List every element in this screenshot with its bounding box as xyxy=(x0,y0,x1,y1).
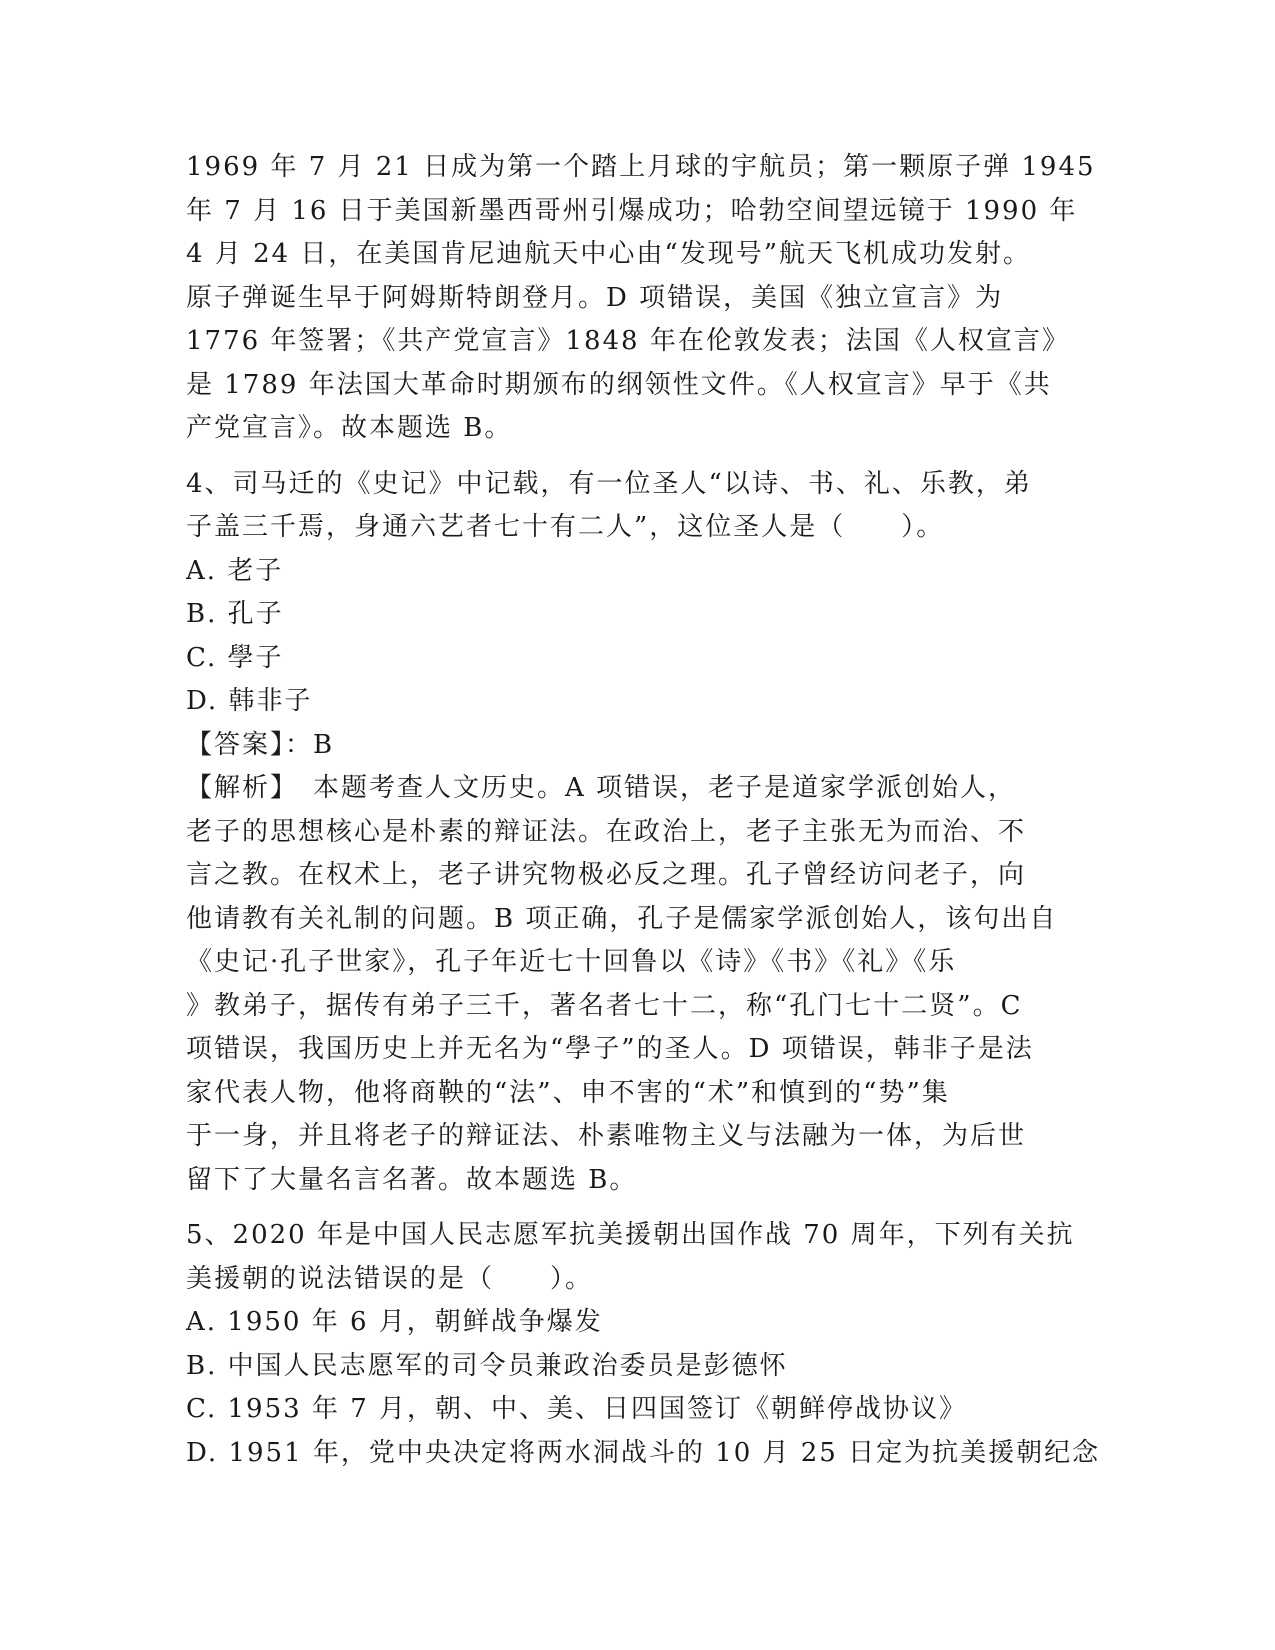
document-page xyxy=(186,146,1101,1475)
option-b: B. 中国人民志愿军的司令员兼政治委员是彭德怀 xyxy=(186,1350,788,1381)
analysis-line: 留下了大量名言名著。故本题选 B。 xyxy=(186,1164,638,1195)
analysis-line: 家代表人物，他将商鞅的“法”、申不害的“术”和慎到的“势”集 xyxy=(186,1077,950,1108)
explanation-line: 是 1789 年法国大革命时期颁布的纲领性文件。《人权宣言》早于《共 xyxy=(186,369,1052,400)
analysis-line: 老子的思想核心是朴素的辩证法。在政治上，老子主张无为而治、不 xyxy=(186,816,1027,847)
analysis-line: 他请教有关礼制的问题。B 项正确，孔子是儒家学派创始人，该句出自 xyxy=(186,903,1058,934)
explanation-line: 1776 年签署；《共产党宣言》1848 年在伦敦发表；法国《人权宣言》 xyxy=(186,326,1070,356)
question-stem-line: 美援朝的说法错误的是（ ）。 xyxy=(186,1263,594,1294)
question-stem-line: 5、2020 年是中国人民志愿军抗美援朝出国作战 70 周年，下列有关抗 xyxy=(186,1220,1075,1250)
option-d: D. 1951 年，党中央决定将两水洞战斗的 10 月 25 日定为抗美援朝纪念 xyxy=(186,1437,1101,1468)
option-a: A. 1950 年 6 月，朝鲜战争爆发 xyxy=(186,1307,603,1337)
question-4 xyxy=(186,463,1066,1203)
analysis-line: 《史记·孔子世家》，孔子年近七十回鲁以《诗》《书》《礼》《乐 xyxy=(186,947,957,977)
question-5 xyxy=(186,1214,1101,1475)
analysis-line: 言之教。在权术上，老子讲究物极必反之理。孔子曾经访问老子，向 xyxy=(186,860,1027,890)
analysis-line: 》教弟子，据传有弟子三千，著名者七十二，称“孔门七十二贤”。C xyxy=(186,990,1023,1021)
explanation-line: 年 7 月 16 日于美国新墨西哥州引爆成功；哈勃空间望远镜于 1990 年 xyxy=(186,195,1078,226)
option-c: C. 1953 年 7 月，朝、中、美、日四国签订《朝鲜停战协议》 xyxy=(186,1394,968,1424)
option-a: A. 老子 xyxy=(186,555,284,586)
question-stem-line: 4、司马迁的《史记》中记载，有一位圣人“以诗、书、礼、乐教，弟 xyxy=(186,468,1032,499)
explanation-line: 4 月 24 日，在美国肯尼迪航天中心由“发现号”航天飞机成功发射。 xyxy=(186,239,1032,269)
analysis-line: 【解析】 本题考查人文历史。A 项错误，老子是道家学派创始人， xyxy=(186,773,1017,803)
option-d: D. 韩非子 xyxy=(186,686,313,716)
answer-line: 【答案】：B xyxy=(186,729,335,760)
analysis-line: 于一身，并且将老子的辩证法、朴素唯物主义与法融为一体，为后世 xyxy=(186,1121,1027,1151)
option-c: C. 學子 xyxy=(186,642,284,673)
analysis-line: 项错误，我国历史上并无名为“學子”的圣人。D 项错误，韩非子是法 xyxy=(186,1034,1034,1064)
explanation-line: 产党宣言》。故本题选 B。 xyxy=(186,413,513,443)
explanation-line: 原子弹诞生早于阿姆斯特朗登月。D 项错误，美国《独立宣言》为 xyxy=(186,282,1004,313)
question-stem-line: 子盖三千焉，身通六艺者七十有二人”，这位圣人是（ ）。 xyxy=(186,512,945,542)
option-b: B. 孔子 xyxy=(186,599,284,629)
previous-explanation xyxy=(186,146,1096,451)
explanation-line: 1969 年 7 月 21 日成为第一个踏上月球的宇航员；第一颗原子弹 1945 xyxy=(186,152,1096,182)
